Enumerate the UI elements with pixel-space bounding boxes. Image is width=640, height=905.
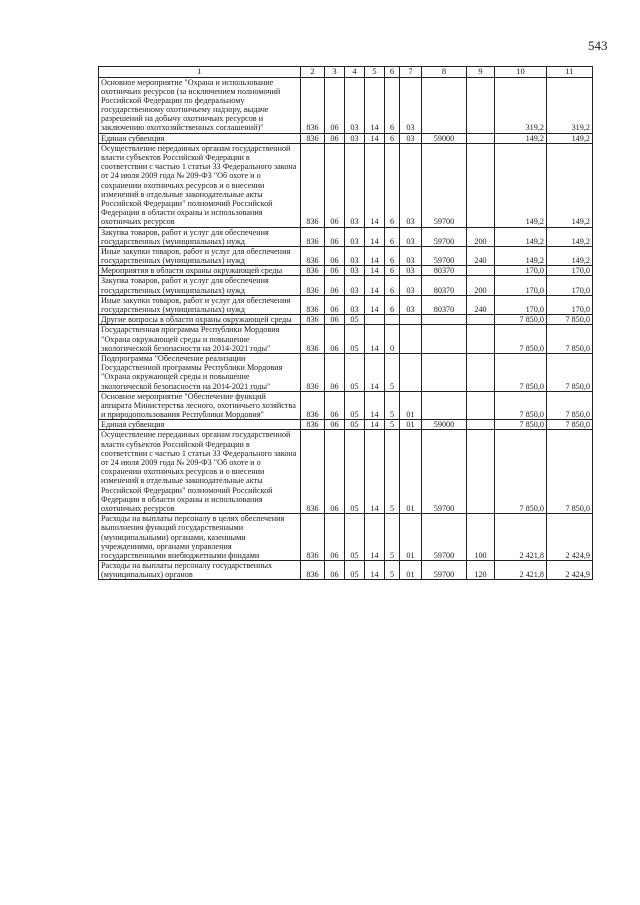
admin-code: 836 [301,133,325,143]
subprogram-code: 6 [385,266,400,276]
amount-2020: 319,2 [495,77,547,133]
expense-type-code [467,325,495,354]
subprogram-code: 6 [385,227,400,246]
expense-type-code: 100 [467,514,495,561]
subprogram-code: 5 [385,561,400,580]
row-name: Иные закупки товаров, работ и услуг для обеспечения государственных (муниципальных) нужд [99,246,301,265]
section-code: 06 [325,420,345,430]
section-code: 06 [325,430,345,514]
admin-code: 836 [301,391,325,420]
admin-code: 836 [301,227,325,246]
table-row [99,420,593,430]
admin-code: 836 [301,353,325,391]
section-code: 06 [325,276,345,295]
activity-code: 03 [400,133,422,143]
direction-code: 59000 [422,420,467,430]
amount-2021: 7 850,0 [547,420,593,430]
expense-type-code: 120 [467,561,495,580]
subsection-code: 03 [345,295,365,314]
subprogram-code: 6 [385,143,400,227]
section-code: 06 [325,514,345,561]
direction-code: 59700 [422,227,467,246]
table-row [99,227,593,246]
subsection-code: 03 [345,266,365,276]
table-row [99,77,593,133]
subprogram-code: 5 [385,353,400,391]
activity-code: 03 [400,295,422,314]
direction-code: 59700 [422,514,467,561]
admin-code: 836 [301,276,325,295]
activity-code [400,353,422,391]
activity-code: 01 [400,514,422,561]
section-code: 06 [325,561,345,580]
program-code: 14 [365,295,385,314]
amount-2020: 2 421,8 [495,514,547,561]
subsection-code: 05 [345,315,365,325]
amount-2021: 2 424,9 [547,514,593,561]
expense-type-code: 240 [467,295,495,314]
column-header-2: 2 [301,67,325,78]
program-code: 14 [365,430,385,514]
table-row [99,266,593,276]
program-code: 14 [365,133,385,143]
program-code [365,315,385,325]
section-code: 06 [325,143,345,227]
admin-code: 836 [301,430,325,514]
program-code: 14 [365,561,385,580]
subprogram-code: 6 [385,276,400,295]
activity-code: 01 [400,391,422,420]
subprogram-code [385,315,400,325]
expense-type-code [467,315,495,325]
direction-code: 59700 [422,561,467,580]
expense-type-code [467,420,495,430]
activity-code: 03 [400,276,422,295]
direction-code [422,353,467,391]
subsection-code: 03 [345,143,365,227]
amount-2021: 149,2 [547,246,593,265]
admin-code: 836 [301,295,325,314]
amount-2020: 170,0 [495,295,547,314]
amount-2021: 170,0 [547,276,593,295]
table-row [99,353,593,391]
table-row [99,143,593,227]
direction-code: 80370 [422,295,467,314]
subsection-code: 05 [345,391,365,420]
admin-code: 836 [301,325,325,354]
amount-2021: 149,2 [547,227,593,246]
amount-2020: 7 850,0 [495,353,547,391]
subsection-code: 05 [345,514,365,561]
program-code: 14 [365,514,385,561]
subsection-code: 05 [345,353,365,391]
table-row [99,246,593,265]
admin-code: 836 [301,143,325,227]
direction-code [422,315,467,325]
section-code: 06 [325,246,345,265]
subprogram-code: 5 [385,420,400,430]
expense-type-code: 200 [467,276,495,295]
subsection-code: 05 [345,325,365,354]
row-name: Единая субвенция [99,420,301,430]
admin-code: 836 [301,77,325,133]
direction-code: 59700 [422,246,467,265]
expense-type-code: 200 [467,227,495,246]
section-code: 06 [325,77,345,133]
table-row [99,276,593,295]
direction-code: 59700 [422,430,467,514]
table-row [99,391,593,420]
section-code: 06 [325,266,345,276]
expense-type-code [467,391,495,420]
amount-2021: 149,2 [547,143,593,227]
program-code: 14 [365,143,385,227]
column-header-6: 6 [385,67,400,78]
admin-code: 836 [301,420,325,430]
amount-2021: 149,2 [547,133,593,143]
row-name: Осуществление переданных органам государственной власти субъектов Российской Федерации в соответствии с частью 1 статьи 33 Федерального закона от 24 июля 2009 года № 209-ФЗ "Об охоте и о сохранении охотничьих ресурсов и о внесении изменений в отдельные законодательные акты Российской Федерации" полномочий Российской Федерации в области охраны и использования охотничьих ресурсов [99,430,301,514]
program-code: 14 [365,420,385,430]
program-code: 14 [365,276,385,295]
expense-type-code [467,77,495,133]
page-number: 543 [588,38,608,53]
column-header-5: 5 [365,67,385,78]
subsection-code: 03 [345,133,365,143]
subsection-code: 05 [345,561,365,580]
row-name: Подпрограмма "Обеспечение реализации Государственной программы Республики Мордовия "Охрана окружающей среды и повышение экологической безопасности на 2014-2021 годы" [99,353,301,391]
program-code: 14 [365,77,385,133]
amount-2020: 149,2 [495,227,547,246]
amount-2020: 7 850,0 [495,420,547,430]
program-code: 14 [365,246,385,265]
amount-2020: 149,2 [495,133,547,143]
amount-2021: 7 850,0 [547,430,593,514]
program-code: 14 [365,266,385,276]
row-name: Государственная программа Республики Мордовия "Охрана окружающей среды и повышение экологической безопасности на 2014-2021 годы" [99,325,301,354]
direction-code [422,391,467,420]
row-name: Основное мероприятие "Охрана и использование охотничьих ресурсов (за исключением полномочий Российской Федерации по федеральному государственному охотничьему надзору, выдаче разрешений на добычу охотничьих ресурсов и заключению охотхозяйственных соглашений)" [99,77,301,133]
table-row [99,133,593,143]
subsection-code: 05 [345,430,365,514]
direction-code: 80370 [422,276,467,295]
subprogram-code: 6 [385,246,400,265]
section-code: 06 [325,325,345,354]
amount-2020: 2 421,8 [495,561,547,580]
table-row [99,295,593,314]
column-header-9: 9 [467,67,495,78]
amount-2021: 319,2 [547,77,593,133]
amount-2020: 7 850,0 [495,325,547,354]
activity-code: 01 [400,420,422,430]
column-header-4: 4 [345,67,365,78]
amount-2020: 7 850,0 [495,430,547,514]
direction-code [422,325,467,354]
subprogram-code: 6 [385,133,400,143]
amount-2020: 149,2 [495,143,547,227]
admin-code: 836 [301,246,325,265]
row-name: Основное мероприятие "Обеспечение функций аппарата Министерства лесного, охотничьего хозяйства и природопользования Республики Мордовия" [99,391,301,420]
row-name: Единая субвенция [99,133,301,143]
row-name: Закупка товаров, работ и услуг для обеспечения государственных (муниципальных) нужд [99,227,301,246]
subsection-code: 05 [345,420,365,430]
activity-code: 03 [400,143,422,227]
row-name: Другие вопросы в области охраны окружающей среды [99,315,301,325]
amount-2021: 7 850,0 [547,325,593,354]
subsection-code: 03 [345,246,365,265]
activity-code: 03 [400,227,422,246]
admin-code: 836 [301,315,325,325]
activity-code: 03 [400,246,422,265]
row-name: Осуществление переданных органам государственной власти субъектов Российской Федерации в соответствии с частью 1 статьи 33 Федерального закона от 24 июля 2009 года № 209-ФЗ "Об охоте и о сохранении охотничьих ресурсов и о внесении изменений в отдельные законодательные акты Российской Федерации" полномочий Российской Федерации в области охраны и использования охотничьих ресурсов [99,143,301,227]
amount-2020: 149,2 [495,246,547,265]
table-row [99,514,593,561]
subprogram-code: 6 [385,77,400,133]
table-row [99,315,593,325]
amount-2020: 170,0 [495,266,547,276]
subsection-code: 03 [345,227,365,246]
section-code: 06 [325,353,345,391]
subprogram-code: 6 [385,295,400,314]
amount-2020: 7 850,0 [495,315,547,325]
admin-code: 836 [301,561,325,580]
activity-code: 01 [400,561,422,580]
table-row [99,561,593,580]
activity-code [400,315,422,325]
column-header-8: 8 [422,67,467,78]
expense-type-code [467,143,495,227]
amount-2021: 170,0 [547,266,593,276]
row-name: Расходы на выплаты персоналу государственных (муниципальных) органов [99,561,301,580]
program-code: 14 [365,353,385,391]
table-row [99,325,593,354]
admin-code: 836 [301,514,325,561]
section-code: 06 [325,133,345,143]
amount-2020: 7 850,0 [495,391,547,420]
section-code: 06 [325,315,345,325]
column-header-3: 3 [325,67,345,78]
program-code: 14 [365,325,385,354]
program-code: 14 [365,391,385,420]
expense-type-code: 240 [467,246,495,265]
row-name: Иные закупки товаров, работ и услуг для обеспечения государственных (муниципальных) нужд [99,295,301,314]
subprogram-code: 5 [385,514,400,561]
activity-code [400,325,422,354]
amount-2021: 7 850,0 [547,353,593,391]
subprogram-code: 0 [385,325,400,354]
program-code: 14 [365,227,385,246]
amount-2021: 170,0 [547,295,593,314]
section-code: 06 [325,227,345,246]
admin-code: 836 [301,266,325,276]
section-code: 06 [325,391,345,420]
direction-code: 59000 [422,133,467,143]
direction-code: 80370 [422,266,467,276]
activity-code: 01 [400,430,422,514]
amount-2021: 7 850,0 [547,391,593,420]
amount-2021: 7 850,0 [547,315,593,325]
column-header-1: 1 [99,67,301,78]
amount-2020: 170,0 [495,276,547,295]
expense-type-code [467,133,495,143]
direction-code [422,77,467,133]
direction-code: 59700 [422,143,467,227]
column-header-11: 11 [547,67,593,78]
column-header-10: 10 [495,67,547,78]
table-body [99,77,593,580]
expense-type-code [467,266,495,276]
expense-type-code [467,353,495,391]
budget-table [98,66,593,580]
section-code: 06 [325,295,345,314]
subprogram-code: 5 [385,391,400,420]
subsection-code: 03 [345,77,365,133]
amount-2021: 2 424,9 [547,561,593,580]
row-name: Расходы на выплаты персоналу в целях обеспечения выполнения функций государственными (муниципальными) органами, казенными учреждениями, органами управления государственными внебюджетными фондами [99,514,301,561]
row-name: Закупка товаров, работ и услуг для обеспечения государственных (муниципальных) нужд [99,276,301,295]
subsection-code: 03 [345,276,365,295]
activity-code: 03 [400,266,422,276]
activity-code: 03 [400,77,422,133]
table-row [99,430,593,514]
row-name: Мероприятия в области охраны окружающей среды [99,266,301,276]
column-header-7: 7 [400,67,422,78]
subprogram-code: 5 [385,430,400,514]
table-header-row [99,67,593,78]
expense-type-code [467,430,495,514]
